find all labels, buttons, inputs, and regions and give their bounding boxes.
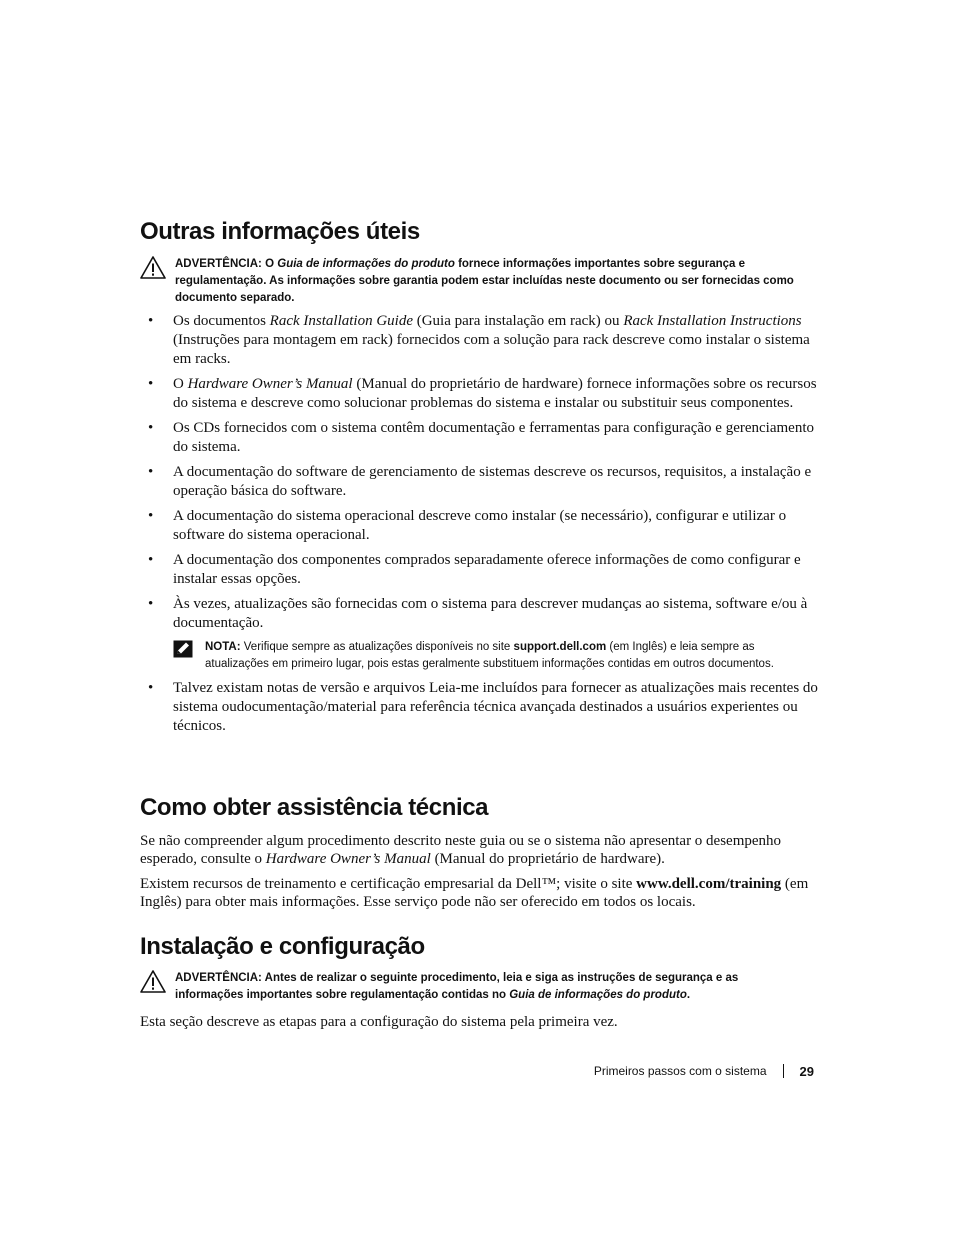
list-item: • Às vezes, atualizações são fornecidas com o sistema para descrever mudanças ao sistema, software e/ou à documentação. — [140, 595, 820, 633]
note-box — [173, 639, 820, 673]
warning-text: fornece informações importantes sobre segurança e regulamentação. As informações sobre garantia podem estar incluídas neste documento ou ser fornecidas como documento separado. — [175, 258, 794, 304]
paragraph: Esta seção descreve as etapas para a configuração do sistema pela primeira vez. — [140, 1014, 618, 1030]
note-text: Verifique sempre as atualizações disponíveis no site — [243, 641, 511, 653]
warning-text: Antes de realizar o seguinte procedimento, leia e siga as instruções de segurança e as informações importantes sobre regulamentação contidas no — [175, 972, 739, 1001]
warning-label: ADVERTÊNCIA: — [175, 258, 262, 270]
paragraph — [140, 875, 820, 911]
document-title: Hardware Owner’s Manual — [265, 851, 431, 867]
section-heading-outras-informacoes: Outras informações úteis — [140, 218, 420, 245]
section-heading-instalacao: Instalação e configuração — [140, 933, 425, 960]
section-heading-assistencia-tecnica: Como obter assistência técnica — [140, 794, 489, 821]
list-item — [140, 375, 820, 413]
bullet-text: (Guia para instalação em rack) ou — [416, 313, 620, 329]
paragraph-text: (em Inglês) para obter mais informações. Esse serviço pode não ser oferecido em todos os locais. — [140, 876, 809, 910]
warning-doc-title: Guia de informações do produto — [277, 258, 455, 270]
document-title: Rack Installation Instructions — [623, 313, 802, 329]
bullet-list — [140, 312, 820, 742]
training-link[interactable]: www.dell.com/training — [636, 876, 782, 892]
bullet-text: Os documentos — [173, 313, 266, 329]
list-item: • Talvez existam notas de versão e arquivos Leia-me incluídos para fornecer as atualizações mais recentes do sistema oudocumentação/material para referência técnica avançada destinados a usuários experientes ou técnicos. — [140, 679, 820, 736]
warning-box — [140, 970, 800, 1004]
warning-triangle-icon — [140, 970, 166, 993]
warning-triangle-icon — [140, 256, 166, 279]
warning-end: . — [686, 989, 691, 1001]
paragraph-text: Se não compreender algum procedimento descrito neste guia ou se o sistema não apresentar o desempenho esperado, consulte o — [140, 833, 782, 867]
bullet-text: O — [173, 376, 184, 392]
note-label: NOTA: — [205, 641, 241, 653]
paragraph — [140, 832, 820, 868]
list-item: • A documentação dos componentes comprados separadamente oferece informações de como configurar e instalar essas opções. — [140, 551, 820, 589]
warning-doc-title: Guia de informações do produto — [509, 989, 687, 1001]
note-text: (em Inglês) e leia sempre as atualizações em primeiro lugar, pois estas geralmente substituem informações contidas em outros documentos. — [205, 641, 774, 670]
page-number: 29 — [799, 1063, 814, 1079]
warning-box — [140, 256, 800, 307]
bullet-text: (Manual do proprietário de hardware) fornece informações sobre os recursos do sistema e descreve como solucionar problemas do sistema e instalar ou substituir seus componentes. — [173, 376, 817, 411]
document-title: Hardware Owner’s Manual — [187, 376, 353, 392]
footer-chapter-title: Primeiros passos com o sistema — [593, 1064, 767, 1078]
list-item: • A documentação do sistema operacional descreve como instalar (se necessário), configurar e utilizar o software do sistema operacional. — [140, 507, 820, 545]
list-item: • Os CDs fornecidos com o sistema contêm documentação e ferramentas para configuração e gerenciamento do sistema. — [140, 419, 820, 457]
page-footer — [594, 1062, 814, 1080]
warning-lead: O — [265, 258, 275, 270]
list-item: • A documentação do software de gerenciamento de sistemas descreve os recursos, requisitos, a instalação e operação básica do software. — [140, 463, 820, 501]
warning-label: ADVERTÊNCIA: — [175, 972, 262, 984]
document-title: Rack Installation Guide — [269, 313, 413, 329]
list-item — [140, 312, 820, 369]
bullet-text: (Instruções para montagem em rack) fornecidos com a solução para rack descreve como instalar o sistema em racks. — [173, 332, 810, 367]
paragraph-text: (Manual do proprietário de hardware). — [434, 851, 665, 867]
note-pencil-icon — [173, 640, 193, 658]
paragraph-text: Existem recursos de treinamento e certificação empresarial da Dell™; visite o site — [140, 876, 633, 892]
support-link[interactable]: support.dell.com — [513, 641, 607, 653]
footer-divider — [783, 1064, 784, 1078]
